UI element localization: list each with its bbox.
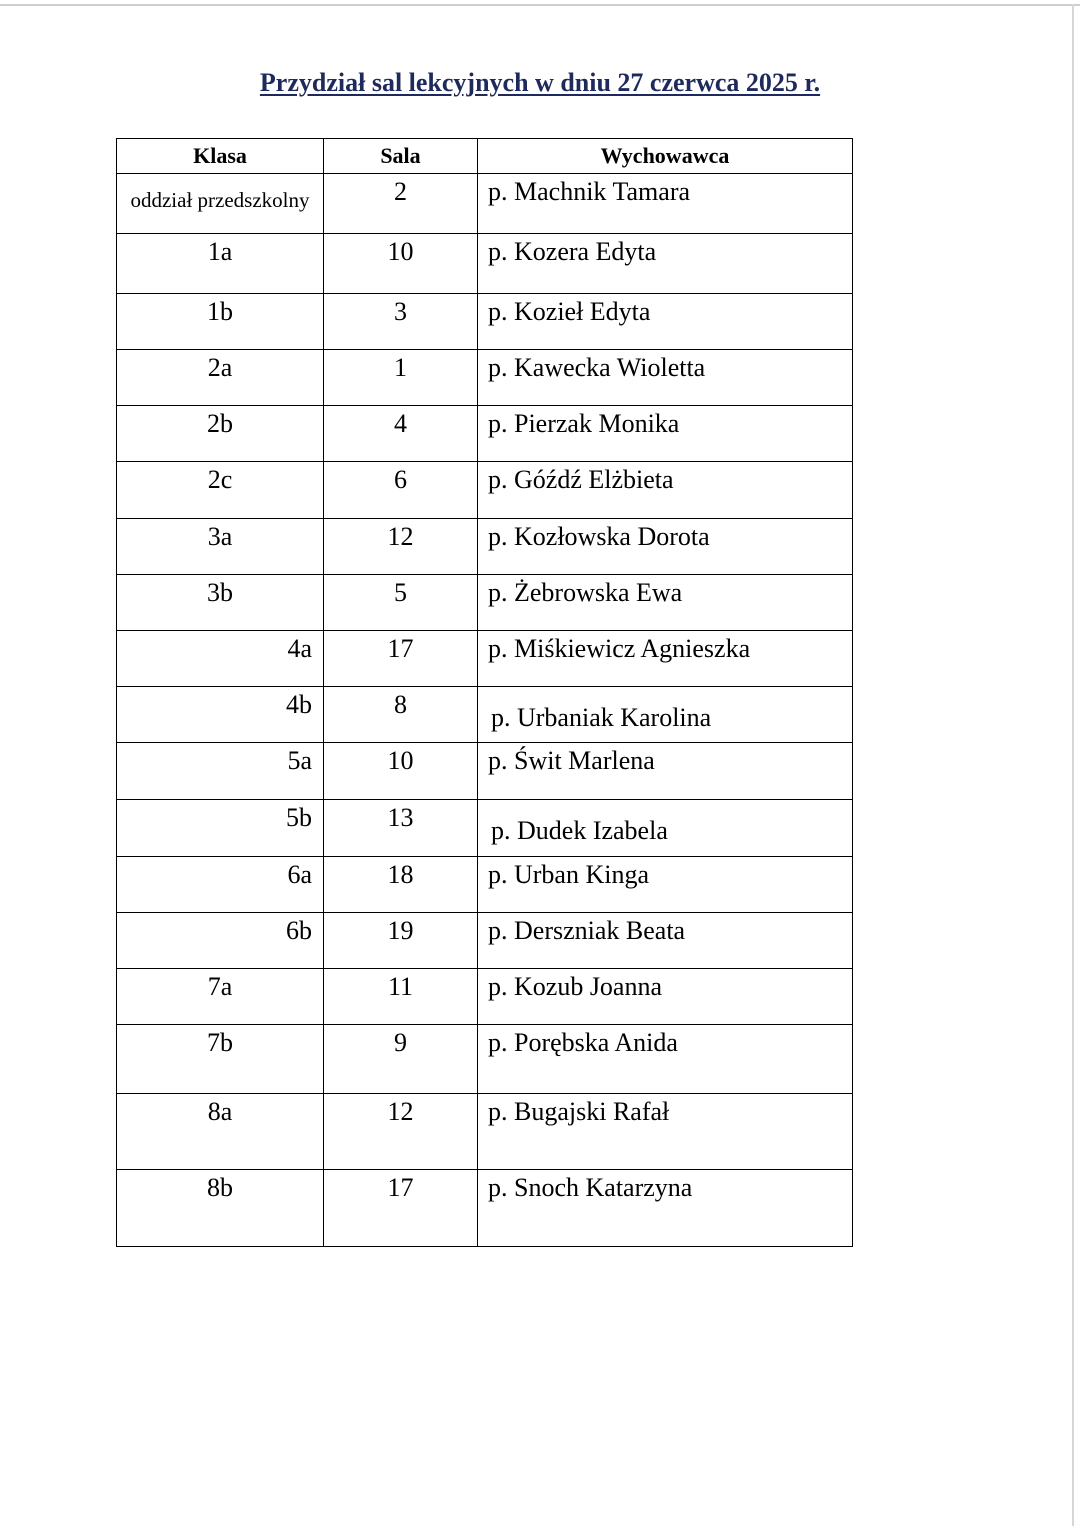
cell-klasa: 3b (117, 575, 324, 631)
cell-klasa: 8b (117, 1170, 324, 1247)
table-row (117, 631, 853, 687)
table-header-row (117, 139, 853, 174)
cell-klasa: 4b (117, 687, 324, 743)
cell-sala: 5 (324, 575, 478, 631)
cell-klasa: 1b (117, 294, 324, 350)
cell-wychowawca: p. Kozera Edyta (478, 234, 853, 294)
cell-klasa: 4a (117, 631, 324, 687)
table-row (117, 687, 853, 743)
cell-wychowawca: p. Machnik Tamara (478, 174, 853, 234)
cell-wychowawca: p. Derszniak Beata (478, 913, 853, 969)
cell-sala: 18 (324, 857, 478, 913)
page-top-border (0, 4, 1080, 6)
table-row (117, 462, 853, 519)
cell-wychowawca: p. Świt Marlena (478, 743, 853, 800)
cell-wychowawca: p. Żebrowska Ewa (478, 575, 853, 631)
cell-sala: 19 (324, 913, 478, 969)
table-row (117, 1094, 853, 1170)
header-klasa: Klasa (117, 139, 324, 174)
table-row (117, 519, 853, 575)
cell-sala: 13 (324, 800, 478, 857)
cell-sala: 17 (324, 1170, 478, 1247)
cell-sala: 10 (324, 234, 478, 294)
cell-sala: 17 (324, 631, 478, 687)
table-row (117, 406, 853, 462)
cell-klasa: 5b (117, 800, 324, 857)
cell-sala: 12 (324, 1094, 478, 1170)
cell-sala: 12 (324, 519, 478, 575)
cell-klasa: 7b (117, 1025, 324, 1094)
cell-klasa: 7a (117, 969, 324, 1025)
cell-wychowawca: p. Miśkiewicz Agnieszka (478, 631, 853, 687)
table-row (117, 1025, 853, 1094)
cell-sala: 6 (324, 462, 478, 519)
cell-klasa: 6a (117, 857, 324, 913)
cell-sala: 3 (324, 294, 478, 350)
cell-wychowawca: p. Bugajski Rafał (478, 1094, 853, 1170)
cell-wychowawca: p. Kozieł Edyta (478, 294, 853, 350)
cell-sala: 1 (324, 350, 478, 406)
document-title: Przydział sal lekcyjnych w dniu 27 czerwca 2025 r. (259, 68, 821, 97)
cell-wychowawca: p. Snoch Katarzyna (478, 1170, 853, 1247)
table-row (117, 913, 853, 969)
cell-wychowawca: p. Porębska Anida (478, 1025, 853, 1094)
table-row (117, 969, 853, 1025)
cell-klasa: oddział przedszkolny (117, 174, 324, 234)
table-row (117, 800, 853, 857)
header-sala: Sala (324, 139, 478, 174)
cell-wychowawca: p. Kawecka Wioletta (478, 350, 853, 406)
classroom-assignment-table (116, 138, 853, 1247)
cell-sala: 8 (324, 687, 478, 743)
table-row (117, 174, 853, 234)
cell-klasa: 1a (117, 234, 324, 294)
cell-sala: 9 (324, 1025, 478, 1094)
cell-klasa: 2b (117, 406, 324, 462)
cell-sala: 11 (324, 969, 478, 1025)
cell-wychowawca: p. Pierzak Monika (478, 406, 853, 462)
table-row (117, 575, 853, 631)
cell-wychowawca: p. Kozub Joanna (478, 969, 853, 1025)
table-row (117, 1170, 853, 1247)
cell-sala: 4 (324, 406, 478, 462)
cell-wychowawca: p. Góźdź Elżbieta (478, 462, 853, 519)
cell-wychowawca: p. Kozłowska Dorota (478, 519, 853, 575)
table-row (117, 350, 853, 406)
table-row (117, 294, 853, 350)
cell-wychowawca: p. Dudek Izabela (478, 800, 853, 857)
cell-wychowawca: p. Urbaniak Karolina (478, 687, 853, 743)
table-row (117, 743, 853, 800)
cell-sala: 10 (324, 743, 478, 800)
cell-wychowawca: p. Urban Kinga (478, 857, 853, 913)
header-wychowawca: Wychowawca (478, 139, 853, 174)
cell-klasa: 8a (117, 1094, 324, 1170)
table-row (117, 234, 853, 294)
page-right-border (1072, 4, 1074, 1526)
cell-sala: 2 (324, 174, 478, 234)
cell-klasa: 2a (117, 350, 324, 406)
table-row (117, 857, 853, 913)
cell-klasa: 2c (117, 462, 324, 519)
cell-klasa: 3a (117, 519, 324, 575)
cell-klasa: 6b (117, 913, 324, 969)
cell-klasa: 5a (117, 743, 324, 800)
